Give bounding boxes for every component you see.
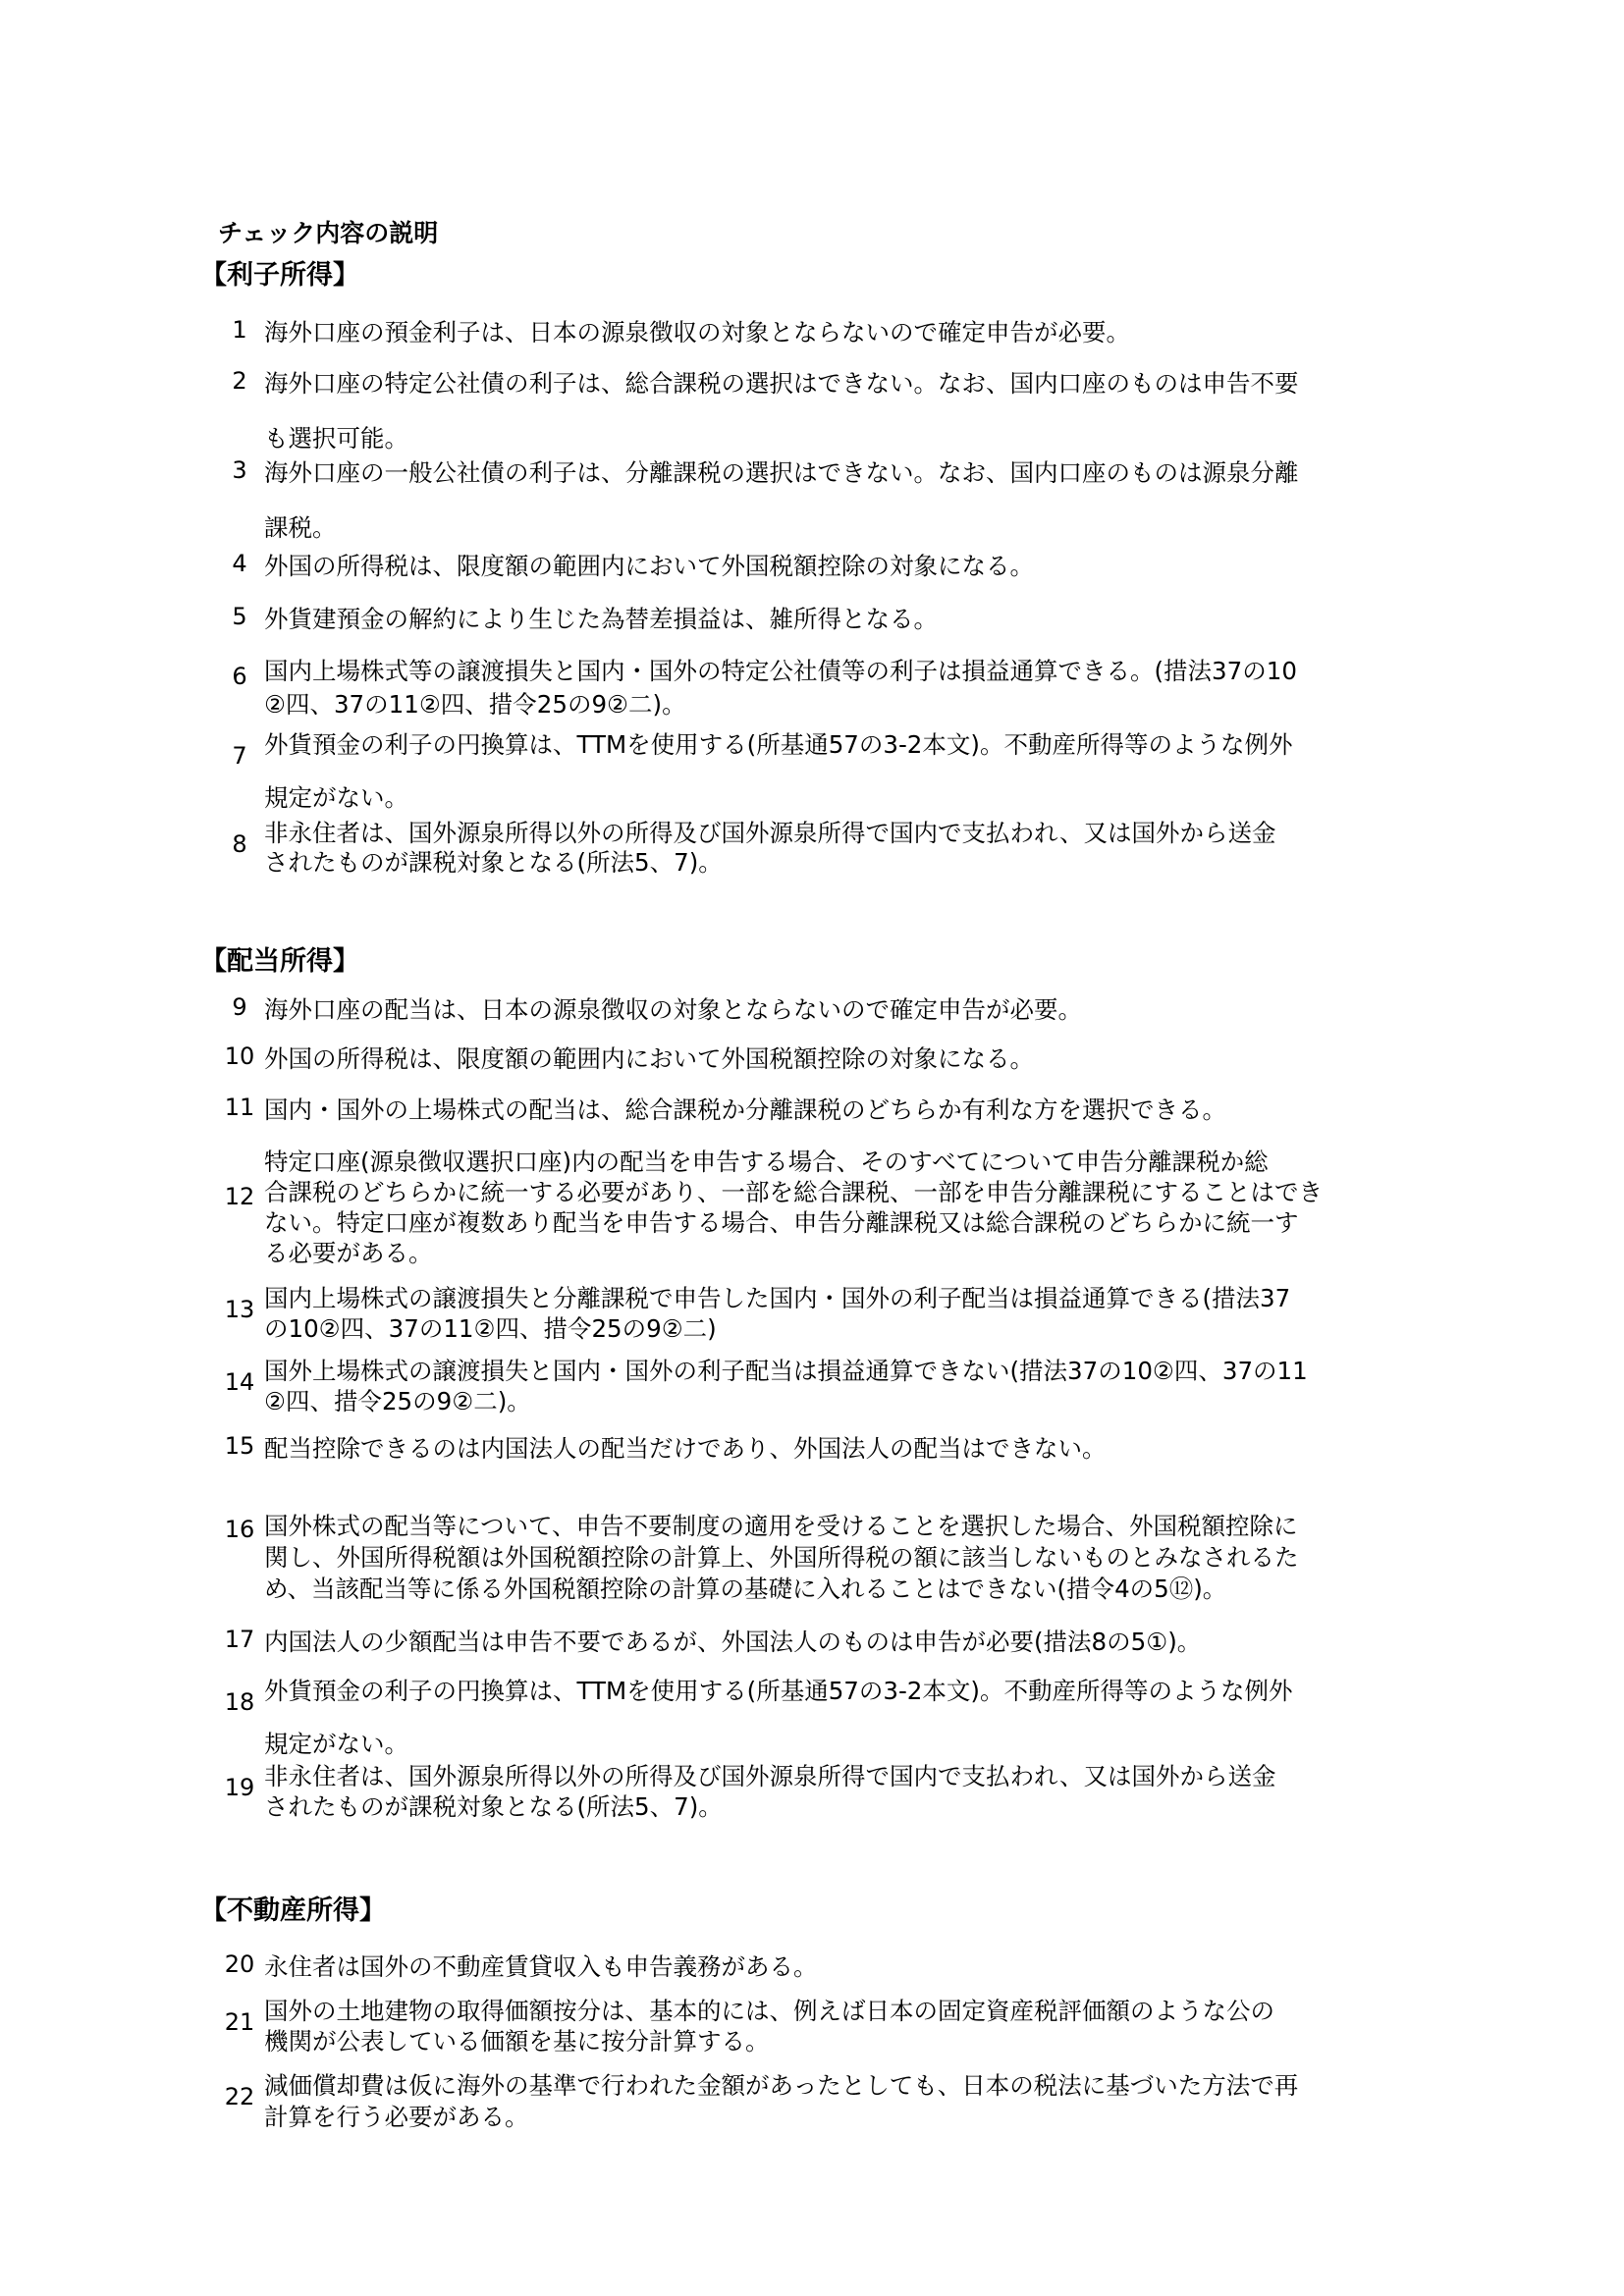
item-number: 12 [224,1183,255,1210]
item-text-line: 国外の土地建物の取得価額按分は、基本的には、例えば日本の固定資産税評価額のような公の [264,1997,1274,2025]
item-number: 11 [224,1094,255,1121]
item-text-line: 国内・国外の上場株式の配当は、総合課税か分離課税のどちらか有利な方を選択できる。 [264,1095,1226,1124]
item-text-line: 外貨預金の利子の円換算は、TTMを使用する(所基通57の3-2本文)。不動産所得等のような例外 [264,1677,1293,1705]
item-text-line: 関し、外国所得税額は外国税額控除の計算上、外国所得税の額に該当しないものとみなされるた [264,1543,1299,1572]
item-number: 22 [224,2083,255,2110]
item-text-line: 海外口座の特定公社債の利子は、総合課税の選択はできない。なお、国内口座のものは申告不要 [264,369,1299,398]
item-text-line: 海外口座の預金利子は、日本の源泉徴収の対象とならないので確定申告が必要。 [264,318,1130,347]
item-text-line: 合課税のどちらかに統一する必要があり、一部を総合課税、一部を申告分離課税にすることはでき [264,1178,1323,1206]
item-text-line: 非永住者は、国外源泉所得以外の所得及び国外源泉所得で国内で支払われ、又は国外から送金 [264,1762,1276,1790]
item-text-line: 規定がない。 [264,1730,408,1758]
item-text-line: ない。特定口座が複数あり配当を申告する場合、申告分離課税又は総合課税のどちらかに統一す [264,1208,1299,1237]
item-number: 6 [232,663,247,690]
item-text-line: 海外口座の一般公社債の利子は、分離課税の選択はできない。なお、国内口座のものは源泉分離 [264,458,1299,487]
item-number: 20 [224,1950,255,1978]
item-text-line: め、当該配当等に係る外国税額控除の計算の基礎に入れることはできない(措令4の5⑫)。 [264,1575,1227,1603]
item-text-line: 特定口座(源泉徴収選択口座)内の配当を申告する場合、そのすべてについて申告分離課税か総 [264,1148,1269,1176]
section-heading: 【配当所得】 [200,946,359,977]
item-text-line: の10②四、37の11②四、措令25の9②二) [264,1314,717,1343]
item-text-line: も選択可能。 [264,424,408,453]
item-text-line: る必要がある。 [264,1239,433,1267]
item-number: 14 [224,1368,255,1396]
item-text-line: 非永住者は、国外源泉所得以外の所得及び国外源泉所得で国内で支払われ、又は国外から送金 [264,819,1276,847]
item-text-line: されたものが課税対象となる(所法5、7)。 [264,848,723,877]
item-text-line: ②四、措令25の9②二)。 [264,1387,531,1415]
item-number: 15 [224,1432,255,1460]
item-number: 4 [232,550,247,577]
item-number: 17 [224,1626,255,1653]
item-text-line: 減価償却費は仮に海外の基準で行われた金額があったとしても、日本の税法に基づいた方法で再 [264,2071,1299,2100]
item-number: 7 [232,742,247,770]
item-text-line: 計算を行う必要がある。 [264,2103,529,2131]
item-number: 19 [224,1774,255,1801]
item-text-line: 配当控除できるのは内国法人の配当だけであり、外国法人の配当はできない。 [264,1434,1107,1463]
item-number: 13 [224,1296,255,1323]
item-text-line: 国内上場株式等の譲渡損失と国内・国外の特定公社債等の利子は損益通算できる。(措法37の10 [264,657,1297,685]
item-text-line: 永住者は国外の不動産賃貸収入も申告義務がある。 [264,1952,818,1981]
item-text-line: 国内上場株式の譲渡損失と分離課税で申告した国内・国外の利子配当は損益通算できる(措法37 [264,1284,1291,1312]
item-number: 8 [232,830,247,858]
item-number: 2 [232,367,247,395]
item-number: 1 [232,316,247,344]
item-text-line: 規定がない。 [264,783,408,812]
item-text-line: 国外上場株式の譲渡損失と国内・国外の利子配当は損益通算できない(措法37の10②四、37の11 [264,1357,1308,1385]
item-number: 18 [224,1688,255,1716]
section-heading: 【利子所得】 [200,260,359,291]
page-title: チェック内容の説明 [218,219,439,247]
item-number: 9 [232,993,247,1021]
item-text-line: 外貨建預金の解約により生じた為替差損益は、雑所得となる。 [264,605,938,633]
item-text-line: ②四、37の11②四、措令25の9②二)。 [264,690,686,719]
item-number: 5 [232,603,247,630]
item-text-line: 国外株式の配当等について、申告不要制度の適用を受けることを選択した場合、外国税額控除に [264,1512,1298,1540]
item-text-line: されたものが課税対象となる(所法5、7)。 [264,1792,723,1821]
item-text-line: 外貨預金の利子の円換算は、TTMを使用する(所基通57の3-2本文)。不動産所得等のような例外 [264,730,1293,759]
item-number: 21 [224,2008,255,2036]
item-text-line: 海外口座の配当は、日本の源泉徴収の対象とならないので確定申告が必要。 [264,995,1082,1024]
item-text-line: 課税。 [264,513,337,542]
item-number: 10 [224,1042,255,1070]
item-number: 3 [232,456,247,484]
item-text-line: 内国法人の少額配当は申告不要であるが、外国法人のものは申告が必要(措法8の5①)。 [264,1628,1202,1656]
item-number: 16 [224,1516,255,1543]
item-text-line: 外国の所得税は、限度額の範囲内において外国税額控除の対象になる。 [264,552,1034,580]
section-heading: 【不動産所得】 [200,1896,386,1926]
item-text-line: 外国の所得税は、限度額の範囲内において外国税額控除の対象になる。 [264,1044,1034,1073]
item-text-line: 機関が公表している価額を基に按分計算する。 [264,2027,770,2056]
